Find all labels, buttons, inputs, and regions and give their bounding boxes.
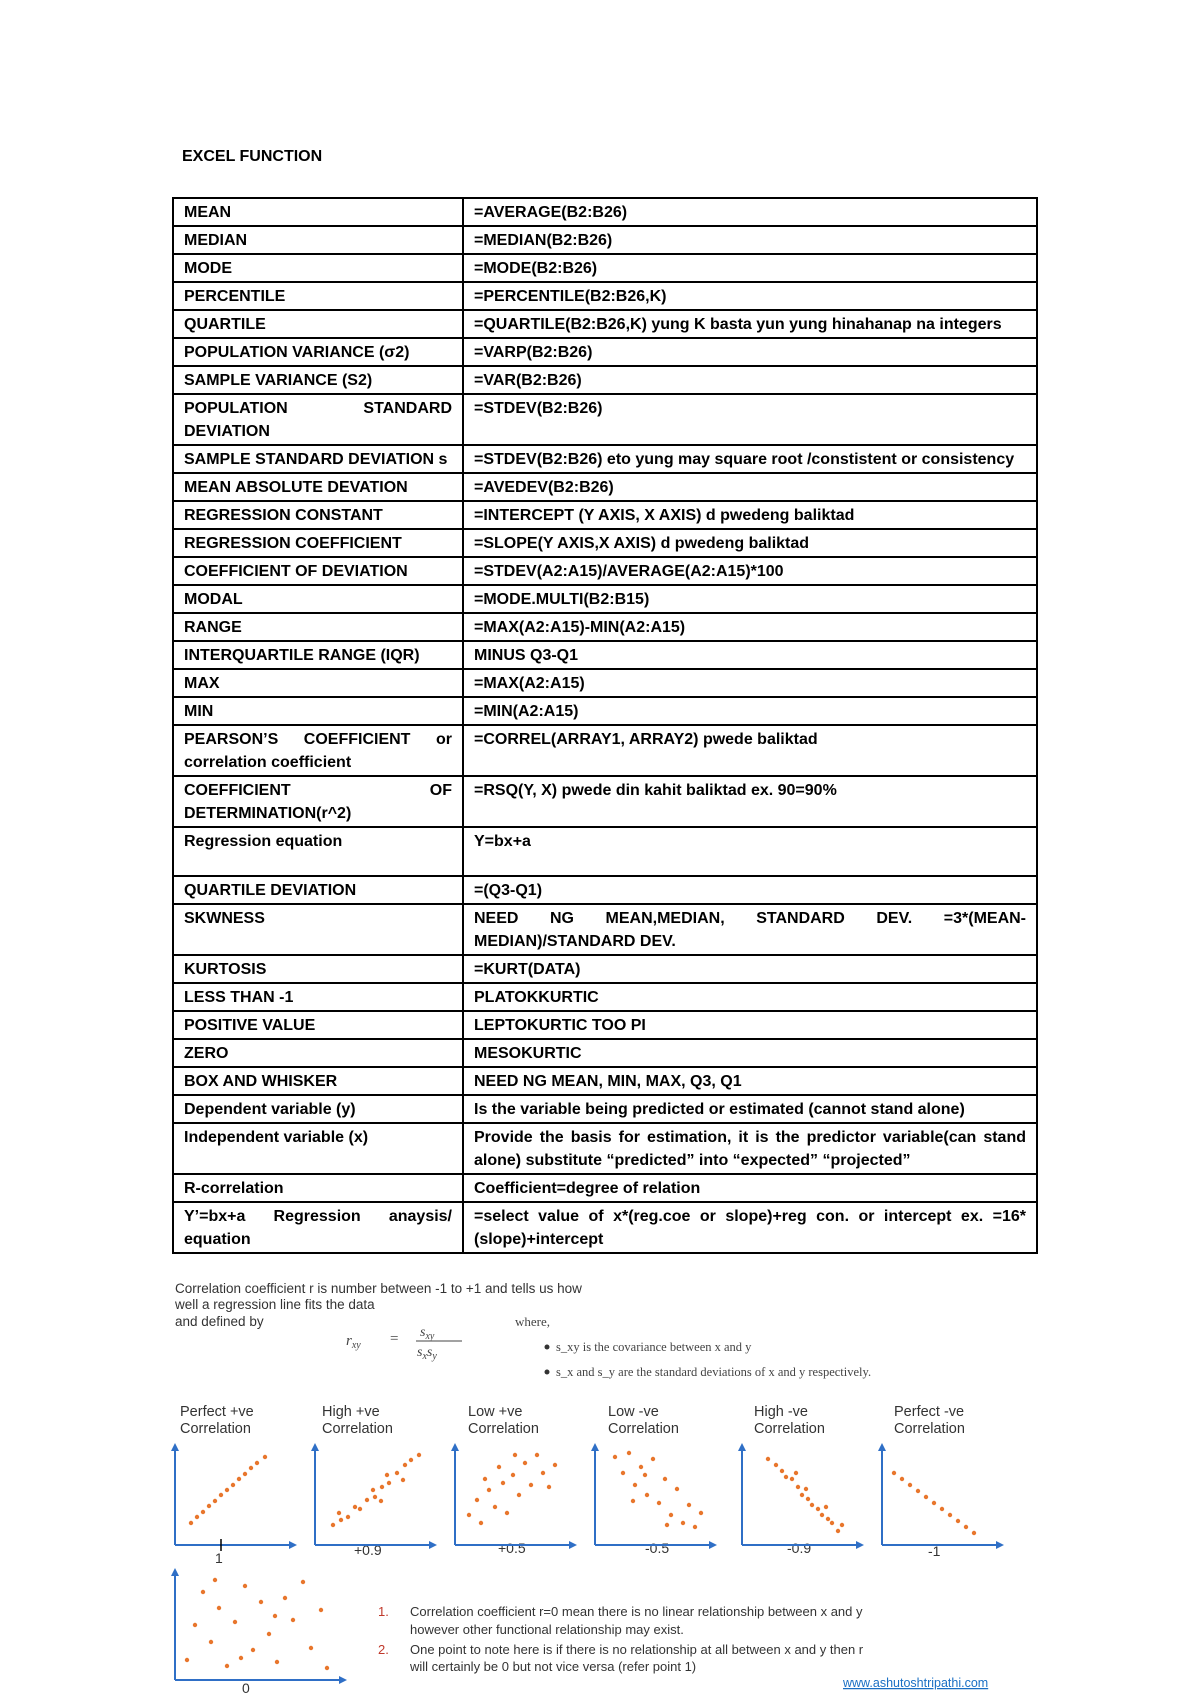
scatter-dot: [403, 1463, 407, 1467]
function-name-cell: MAX: [173, 669, 463, 697]
svg-text:sxy: [420, 1325, 435, 1342]
function-name-cell: SAMPLE STANDARD DEVIATION s: [173, 445, 463, 473]
scatter-dot: [255, 1461, 259, 1465]
formula-lhs-sub: xy: [351, 1340, 361, 1351]
scatter-dot: [643, 1473, 647, 1477]
scatter-dot: [972, 1531, 976, 1535]
function-name-cell: MODE: [173, 254, 463, 282]
scatter-dot: [283, 1596, 287, 1600]
panel-4-title-1: Low -ve: [608, 1404, 659, 1420]
function-name-cell: QUARTILE DEVIATION: [173, 876, 463, 904]
panel-3-title-1: Low +ve: [468, 1404, 523, 1420]
scatter-dot: [774, 1463, 778, 1467]
where-label: where,: [515, 1314, 551, 1329]
scatter-dot: [243, 1472, 247, 1476]
function-name-cell: R-correlation: [173, 1174, 463, 1202]
scatter-dot: [513, 1453, 517, 1457]
panel-1-title-1: Perfect +ve: [180, 1404, 254, 1420]
scatter-dot: [346, 1515, 350, 1519]
panel-2-title-2: Correlation: [322, 1421, 393, 1437]
function-name-cell: MIN: [173, 697, 463, 725]
scatter-dot: [631, 1499, 635, 1503]
scatter-dot: [401, 1478, 405, 1482]
bullet-2: s_x and s_y are the standard deviations of x and y respectively.: [556, 1365, 872, 1379]
formula-cell: =MEDIAN(B2:B26): [463, 226, 1037, 254]
scatter-dot: [830, 1521, 834, 1525]
scatter-dot: [900, 1477, 904, 1481]
formula-cell: =AVEDEV(B2:B26): [463, 473, 1037, 501]
scatter-dot: [535, 1453, 539, 1457]
scatter-dot: [291, 1618, 295, 1622]
scatter-dot: [353, 1505, 357, 1509]
scatter-dot: [483, 1477, 487, 1481]
formula-cell: =SLOPE(Y AXIS,X AXIS) d pwedeng baliktad: [463, 529, 1037, 557]
formula-cell: =INTERCEPT (Y AXIS, X AXIS) d pwedeng baliktad: [463, 501, 1037, 529]
scatter-dot: [233, 1620, 237, 1624]
scatter-dot: [379, 1499, 383, 1503]
scatter-dot: [675, 1487, 679, 1491]
panel-2-value: +0.9: [354, 1542, 382, 1558]
note-2-number: 2.: [378, 1642, 389, 1657]
formula-cell: =AVERAGE(B2:B26): [463, 198, 1037, 226]
scatter-dot: [309, 1646, 313, 1650]
function-name-cell: SKWNESS: [173, 904, 463, 955]
scatter-dot: [325, 1666, 329, 1670]
panel-5-title-1: High -ve: [754, 1404, 808, 1420]
scatter-dot: [665, 1523, 669, 1527]
formula-cell: =MODE(B2:B26): [463, 254, 1037, 282]
scatter-dot: [259, 1600, 263, 1604]
scatter-dot: [651, 1457, 655, 1461]
scatter-dot: [892, 1471, 896, 1475]
scatter-dot: [475, 1498, 479, 1502]
scatter-dot: [243, 1584, 247, 1588]
panel-1-title-2: Correlation: [180, 1421, 251, 1437]
function-name-cell: REGRESSION CONSTANT: [173, 501, 463, 529]
formula-cell: =STDEV(B2:B26) eto yung may square root /constistent or consistency: [463, 445, 1037, 473]
function-name-cell: Dependent variable (y): [173, 1095, 463, 1123]
scatter-dot: [541, 1471, 545, 1475]
formula-den: s: [417, 1345, 423, 1360]
scatter-dot: [185, 1658, 189, 1662]
function-name-cell: Independent variable (x): [173, 1123, 463, 1174]
formula-cell: =RSQ(Y, X) pwede din kahit baliktad ex. 90=90%: [463, 776, 1037, 827]
scatter-dot: [669, 1513, 673, 1517]
panel-5-title-2: Correlation: [754, 1421, 825, 1437]
scatter-dot: [207, 1504, 211, 1508]
scatter-dot: [948, 1513, 952, 1517]
function-name-cell: MODAL: [173, 585, 463, 613]
formula-cell: NEED NG MEAN, MIN, MAX, Q3, Q1: [463, 1067, 1037, 1095]
scatter-panel-4: [591, 1443, 717, 1549]
function-name-cell: MEAN: [173, 198, 463, 226]
scatter-dot: [365, 1498, 369, 1502]
zero-panel-value: 0: [242, 1680, 250, 1696]
intro-line-1: Correlation coefficient r is number between -1 to +1 and tells us how: [175, 1281, 582, 1296]
scatter-panel-2: [311, 1443, 437, 1549]
scatter-dot: [267, 1632, 271, 1636]
scatter-dot: [213, 1578, 217, 1582]
scatter-dot: [217, 1606, 221, 1610]
scatter-dot: [319, 1608, 323, 1612]
function-name-cell: RANGE: [173, 613, 463, 641]
formula-cell: =KURT(DATA): [463, 955, 1037, 983]
note-2-line-1: One point to note here is if there is no relationship at all between x and y then r: [410, 1642, 864, 1657]
intro-line-2: well a regression line fits the data: [175, 1297, 375, 1312]
scatter-dot: [633, 1483, 637, 1487]
formula-cell: =MAX(A2:A15): [463, 669, 1037, 697]
scatter-dot: [687, 1503, 691, 1507]
formula-cell: =STDEV(A2:A15)/AVERAGE(A2:A15)*100: [463, 557, 1037, 585]
function-name-cell: COEFFICIENT OF DETERMINATION(r^2): [173, 776, 463, 827]
scatter-dot: [804, 1487, 808, 1491]
scatter-dot: [417, 1453, 421, 1457]
panel-4-title-2: Correlation: [608, 1421, 679, 1437]
formula-cell: =QUARTILE(B2:B26,K) yung K basta yun yung hinahanap na integers: [463, 310, 1037, 338]
function-name-cell: POPULATION VARIANCE (σ2): [173, 338, 463, 366]
scatter-dot: [201, 1510, 205, 1514]
formula-cell: PLATOKKURTIC: [463, 983, 1037, 1011]
scatter-dot: [940, 1507, 944, 1511]
scatter-dot: [621, 1471, 625, 1475]
scatter-dot: [479, 1521, 483, 1525]
scatter-dot: [663, 1477, 667, 1481]
source-link[interactable]: www.ashutoshtripathi.com: [843, 1676, 989, 1690]
svg-text:rxy: [346, 1333, 361, 1351]
panel-5-value: -0.9: [787, 1540, 812, 1556]
scatter-dot: [511, 1473, 515, 1477]
scatter-dot: [523, 1461, 527, 1465]
scatter-dot: [213, 1499, 217, 1503]
scatter-dot: [645, 1493, 649, 1497]
function-name-cell: QUARTILE: [173, 310, 463, 338]
scatter-dot: [209, 1640, 213, 1644]
panel-3-title-2: Correlation: [468, 1421, 539, 1437]
function-name-cell: MEAN ABSOLUTE DEVATION: [173, 473, 463, 501]
scatter-dot: [627, 1451, 631, 1455]
scatter-dot: [613, 1455, 617, 1459]
scatter-dot: [409, 1458, 413, 1462]
formula-cell: MESOKURTIC: [463, 1039, 1037, 1067]
scatter-dot: [780, 1469, 784, 1473]
scatter-dot: [806, 1497, 810, 1501]
function-name-cell: LESS THAN -1: [173, 983, 463, 1011]
scatter-dot: [339, 1518, 343, 1522]
scatter-dot: [501, 1481, 505, 1485]
scatter-dot: [239, 1656, 243, 1660]
panel-4-value: -0.5: [645, 1540, 670, 1556]
scatter-dot: [657, 1501, 661, 1505]
scatter-dot: [251, 1648, 255, 1652]
formula-cell: Y=bx+a: [463, 827, 1037, 876]
formula-cell: =VAR(B2:B26): [463, 366, 1037, 394]
scatter-dot: [810, 1503, 814, 1507]
scatter-dot: [373, 1495, 377, 1499]
scatter-dot: [201, 1590, 205, 1594]
scatter-dot: [836, 1529, 840, 1533]
panel-1-value: 1: [215, 1550, 223, 1566]
formula-equals: =: [390, 1331, 399, 1347]
scatter-dot: [924, 1495, 928, 1499]
scatter-dot: [301, 1580, 305, 1584]
function-name-cell: Y’=bx+a Regression anaysis/ equation: [173, 1202, 463, 1253]
scatter-dot: [794, 1471, 798, 1475]
scatter-dot: [487, 1488, 491, 1492]
formula-num: s: [420, 1325, 426, 1340]
scatter-panel-3: [451, 1443, 577, 1549]
scatter-dot: [916, 1489, 920, 1493]
note-1-number: 1.: [378, 1604, 389, 1619]
function-name-cell: SAMPLE VARIANCE (S2): [173, 366, 463, 394]
scatter-dot: [189, 1521, 193, 1525]
formula-cell: Is the variable being predicted or estimated (cannot stand alone): [463, 1095, 1037, 1123]
scatter-dot: [231, 1483, 235, 1487]
formula-cell: =VARP(B2:B26): [463, 338, 1037, 366]
scatter-dot: [547, 1485, 551, 1489]
formula-cell: =(Q3-Q1): [463, 876, 1037, 904]
function-name-cell: PEARSON’S COEFFICIENT or correlation coefficient: [173, 725, 463, 776]
function-name-cell: KURTOSIS: [173, 955, 463, 983]
formula-cell: MINUS Q3-Q1: [463, 641, 1037, 669]
scatter-dot: [219, 1493, 223, 1497]
formula-num-sub: xy: [425, 1331, 435, 1342]
function-name-cell: REGRESSION COEFFICIENT: [173, 529, 463, 557]
panel-6-title-1: Perfect -ve: [894, 1404, 965, 1420]
function-name-cell: POSITIVE VALUE: [173, 1011, 463, 1039]
formula-cell: =MAX(A2:A15)-MIN(A2:A15): [463, 613, 1037, 641]
panel-6-value: -1: [928, 1543, 941, 1559]
scatter-dot: [824, 1505, 828, 1509]
scatter-dot: [553, 1463, 557, 1467]
scatter-dot: [956, 1519, 960, 1523]
scatter-dot: [840, 1523, 844, 1527]
scatter-dot: [699, 1511, 703, 1515]
scatter-dot: [193, 1623, 197, 1627]
function-name-cell: PERCENTILE: [173, 282, 463, 310]
scatter-dot: [826, 1517, 830, 1521]
formula-cell: =MIN(A2:A15): [463, 697, 1037, 725]
scatter-panel-zero: [171, 1568, 347, 1684]
scatter-dot: [387, 1481, 391, 1485]
scatter-dot: [908, 1483, 912, 1487]
scatter-dot: [275, 1660, 279, 1664]
intro-line-3: and defined by: [175, 1314, 264, 1329]
scatter-dot: [820, 1513, 824, 1517]
function-name-cell: ZERO: [173, 1039, 463, 1067]
function-name-cell: Regression equation: [173, 827, 463, 876]
formula-cell: =STDEV(B2:B26): [463, 394, 1037, 445]
note-1-line-2: however other functional relationship may exist.: [410, 1622, 684, 1637]
scatter-dot: [225, 1488, 229, 1492]
formula-cell: =MODE.MULTI(B2:B15): [463, 585, 1037, 613]
document-title: EXCEL FUNCTION: [182, 148, 323, 165]
scatter-dot: [529, 1483, 533, 1487]
svg-text:sxsy: [417, 1345, 437, 1362]
panel-2-title-1: High +ve: [322, 1404, 380, 1420]
scatter-dot: [800, 1493, 804, 1497]
formula-lhs: r: [346, 1333, 352, 1349]
scatter-dot: [784, 1475, 788, 1479]
scatter-dot: [237, 1477, 241, 1481]
note-2-line-2: will certainly be 0 but not vice versa (refer point 1): [410, 1659, 697, 1674]
scatter-dot: [497, 1465, 501, 1469]
panel-3-value: +0.5: [498, 1540, 526, 1556]
scatter-dot: [195, 1515, 199, 1519]
scatter-dot: [273, 1614, 277, 1618]
scatter-dot: [790, 1477, 794, 1481]
formula-cell: LEPTOKURTIC TOO PI: [463, 1011, 1037, 1039]
scatter-dot: [505, 1511, 509, 1515]
panel-6-title-2: Correlation: [894, 1421, 965, 1437]
formula-den-sub1: x: [422, 1351, 427, 1362]
function-name-cell: BOX AND WHISKER: [173, 1067, 463, 1095]
scatter-dot: [395, 1471, 399, 1475]
scatter-dot: [380, 1485, 384, 1489]
function-name-cell: INTERQUARTILE RANGE (IQR): [173, 641, 463, 669]
scatter-dot: [225, 1664, 229, 1668]
scatter-dot: [964, 1525, 968, 1529]
scatter-dot: [371, 1488, 375, 1492]
scatter-dot: [766, 1457, 770, 1461]
scatter-dot: [385, 1473, 389, 1477]
scatter-dot: [337, 1511, 341, 1515]
function-name-cell: COEFFICIENT OF DEVIATION: [173, 557, 463, 585]
scatter-dot: [693, 1525, 697, 1529]
scatter-dot: [639, 1465, 643, 1469]
scatter-dot: [331, 1523, 335, 1527]
scatter-dot: [493, 1505, 497, 1509]
formula-cell: =select value of x*(reg.coe or slope)+reg con. or intercept ex. =16*(slope)+intercept: [463, 1202, 1037, 1253]
function-name-cell: POPULATION STANDARD DEVIATION: [173, 394, 463, 445]
bullet-dot-2: [545, 1370, 550, 1375]
bullet-dot-1: [545, 1345, 550, 1350]
scatter-dot: [249, 1466, 253, 1470]
scatter-dot: [358, 1507, 362, 1511]
formula-cell: =CORREL(ARRAY1, ARRAY2) pwede baliktad: [463, 725, 1037, 776]
note-1-line-1: Correlation coefficient r=0 mean there is no linear relationship between x and y: [410, 1604, 863, 1619]
correlation-formula: [346, 1325, 462, 1362]
scatter-dot: [517, 1493, 521, 1497]
bullet-1: s_xy is the covariance between x and y: [556, 1340, 752, 1354]
scatter-panel-5: [738, 1443, 864, 1549]
formula-cell: Provide the basis for estimation, it is the predictor variable(can stand alone) substitute “predicted” into “expected” “projected”: [463, 1123, 1037, 1174]
scatter-dot: [681, 1521, 685, 1525]
function-name-cell: MEDIAN: [173, 226, 463, 254]
scatter-dot: [932, 1501, 936, 1505]
scatter-dot: [263, 1455, 267, 1459]
formula-cell: NEED NG MEAN,MEDIAN, STANDARD DEV. =3*(MEAN-MEDIAN)/STANDARD DEV.: [463, 904, 1037, 955]
formula-cell: =PERCENTILE(B2:B26,K): [463, 282, 1037, 310]
scatter-dot: [816, 1507, 820, 1511]
scatter-panel-1: [171, 1443, 297, 1549]
scatter-dot: [467, 1513, 471, 1517]
formula-cell: Coefficient=degree of relation: [463, 1174, 1037, 1202]
scatter-dot: [796, 1485, 800, 1489]
scatter-panel-6: [878, 1443, 1004, 1549]
formula-den-s2: s: [426, 1345, 433, 1360]
formula-den-sub2: y: [432, 1351, 437, 1362]
